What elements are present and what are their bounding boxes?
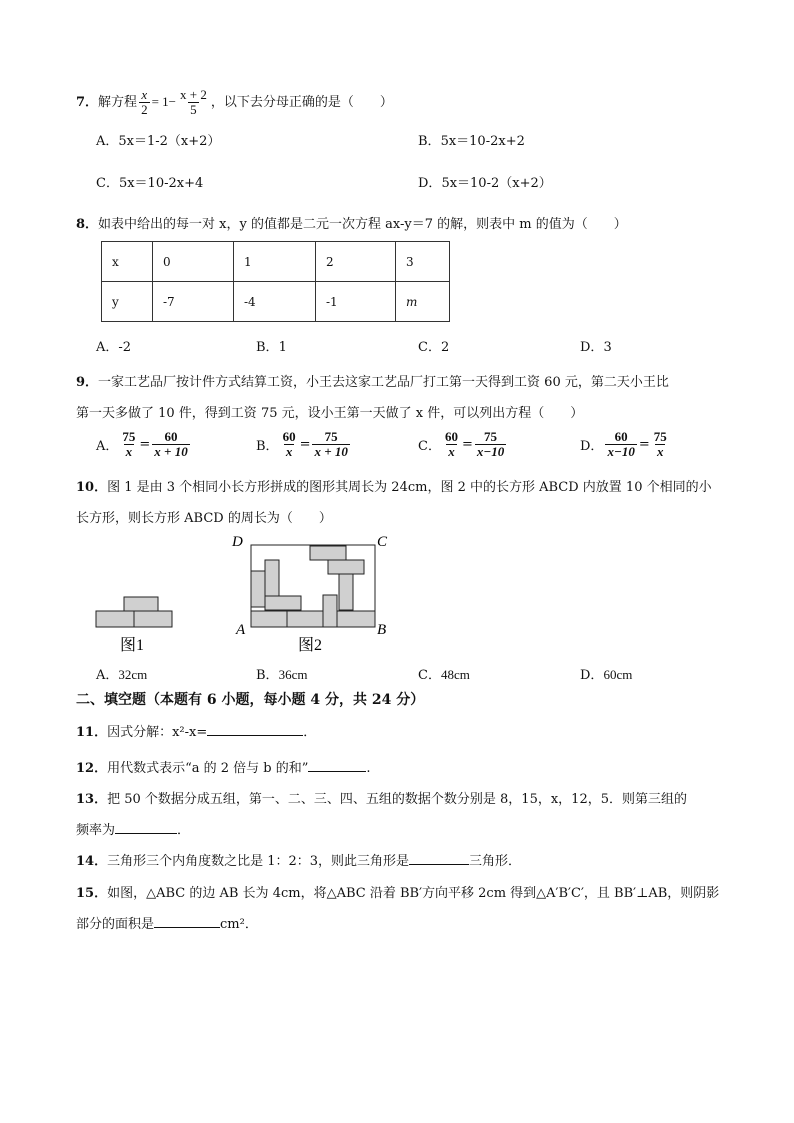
q7-option-a[interactable]: A．5x＝1-2（x+2）	[96, 134, 221, 149]
q9-option-b[interactable]: B． $\frac{60}{x}$ = $\frac{75}{x + 10}$	[256, 429, 348, 459]
q7-frac1: $\frac{x}{2}$	[141, 87, 148, 117]
corner-a-label: A	[236, 622, 246, 638]
q7-tail: ，以下去分母正确的是（ ）	[210, 95, 393, 110]
q7-option-c[interactable]: C．5x＝10-2x+4	[96, 176, 204, 191]
q13-line1: 13．把 50 个数据分成五组，第一、二、三、四、五组的数据个数分别是 8，15，x，12，5．则第三组的	[76, 792, 687, 807]
q10-line1: 10．图 1 是由 3 个相同小长方形拼成的图形其周长为 24cm，图 2 中的长方形 ABCD 内放置 10 个相同的小	[76, 480, 712, 495]
q8-option-d[interactable]: D．3	[580, 340, 612, 355]
corner-b-label: B	[377, 622, 387, 638]
q8-table	[101, 241, 450, 322]
q9-option-d[interactable]: D． $\frac{60}{x-10}$ = $\frac{75}{x}$	[580, 429, 667, 459]
q11-answer-blank[interactable]	[207, 735, 303, 736]
q7-eq-mid: = 1−	[151, 94, 176, 109]
q10-figures	[90, 530, 400, 660]
q7-lead: 解方程	[98, 95, 138, 110]
q10-line2: 长方形，则长方形 ABCD 的周长为（ ）	[76, 511, 332, 526]
q10-option-b[interactable]: B．36cm	[256, 667, 308, 683]
table-cell: -7	[153, 282, 234, 322]
q10-option-c[interactable]: C．48cm	[418, 667, 470, 683]
q14: 14．三角形三个内角度数之比是 1：2：3，则此三角形是 三角形．	[76, 854, 522, 869]
q9-line1: 9．一家工艺品厂按计件方式结算工资，小王去这家工艺品厂打工第一天得到工资 60 元，第二天小王比	[76, 375, 669, 390]
q7-option-d[interactable]: D．5x＝10-2（x+2）	[418, 176, 552, 191]
q9-option-a[interactable]: A． $\frac{75}{x}$ = $\frac{60}{x + 10}$	[96, 429, 188, 459]
corner-d-label: D	[232, 534, 243, 550]
q15-line1: 15．如图，△ABC 的边 AB 长为 4cm，将△ABC 沿着 BB′方向平移 2cm 得到△A′B′C′，且 BB′⊥AB，则阴影	[76, 886, 720, 901]
table-cell: -1	[316, 282, 396, 322]
q8-stem: 8．如表中给出的每一对 x，y 的值都是二元一次方程 ax-y＝7 的解，则表中 m 的值为（ ）	[76, 217, 627, 232]
q14-answer-blank[interactable]	[409, 864, 469, 865]
q7-option-b[interactable]: B．5x＝10-2x+2	[418, 134, 525, 149]
q12-answer-blank[interactable]	[308, 771, 366, 772]
table-cell: 1	[234, 242, 316, 282]
q10-option-a[interactable]: A．32cm	[96, 667, 148, 683]
fig1-rect	[124, 597, 158, 611]
q11: 11．因式分解：x²-x= ．	[76, 725, 317, 740]
q7-frac2: $\frac{x + 2}{5}$	[179, 87, 207, 117]
q8-option-c[interactable]: C．2	[418, 340, 450, 355]
corner-c-label: C	[377, 534, 388, 550]
q10-option-d[interactable]: D．60cm	[580, 667, 633, 683]
fig1-rect	[134, 611, 172, 627]
table-cell: y	[102, 282, 153, 322]
fig1-label: 图1	[120, 637, 145, 654]
table-cell: 3	[396, 242, 450, 282]
q7-stem	[76, 88, 393, 117]
q15-answer-blank[interactable]	[154, 927, 220, 928]
table-cell: 2	[316, 242, 396, 282]
fig2-label: 图2	[298, 637, 323, 654]
table-cell: m	[396, 282, 450, 322]
q13-answer-blank[interactable]	[115, 833, 177, 834]
section-heading: 二、填空题（本题有 6 小题，每小题 4 分，共 24 分）	[76, 692, 425, 708]
q12: 12．用代数式表示“a 的 2 倍与 b 的和” .	[76, 761, 371, 776]
q8-option-a[interactable]: A．-2	[96, 340, 132, 355]
table-row	[102, 242, 450, 282]
fig1-rect	[96, 611, 134, 627]
q7-number: 7．	[76, 95, 99, 110]
table-row	[102, 282, 450, 322]
q9-option-c[interactable]: C． $\frac{60}{x}$ = $\frac{75}{x-10}$	[418, 429, 505, 459]
q13-line2: 频率为 ．	[76, 823, 191, 838]
table-cell: x	[102, 242, 153, 282]
table-cell: 0	[153, 242, 234, 282]
q8-option-b[interactable]: B．1	[256, 340, 287, 355]
q15-line2: 部分的面积是 cm²．	[76, 917, 258, 932]
q9-line2: 第一天多做了 10 件，得到工资 75 元，设小王第一天做了 x 件，可以列出方程（ ）	[76, 406, 584, 421]
table-cell: -4	[234, 282, 316, 322]
